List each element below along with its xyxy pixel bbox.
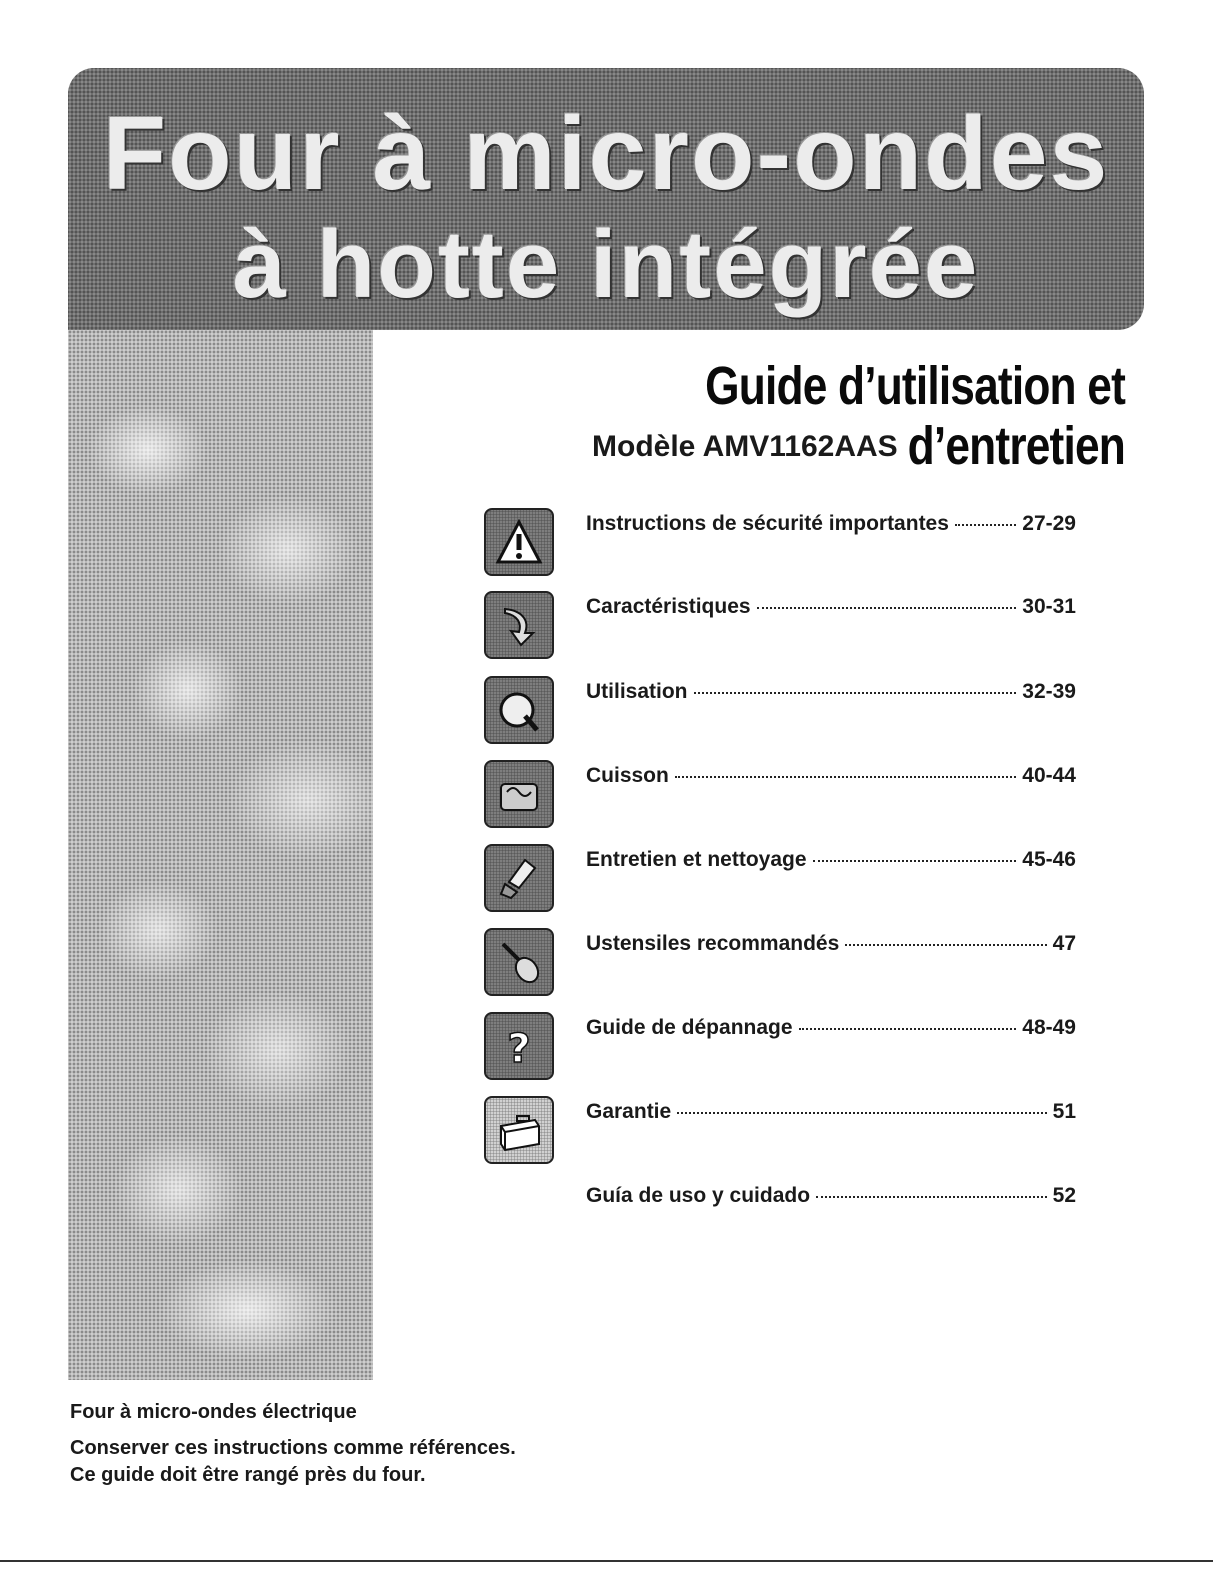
cleaning-icon [484,844,554,912]
guide-title: Guide d’utilisation et d’entretien [705,356,1125,476]
bottom-rule [0,1560,1213,1562]
toc-item-troubleshooting[interactable] [484,1012,1104,1082]
toc-label: Caractéristiques [586,595,751,618]
question-icon [484,1012,554,1080]
toc-item-utensils[interactable] [484,928,1104,998]
toc-pages: 32-39 [1022,680,1076,703]
toc-label: Instructions de sécurité importantes [586,512,949,535]
toc-pages: 51 [1052,1100,1076,1123]
title-banner [68,68,1144,330]
svg-text:?: ? [507,1026,531,1070]
toc-pages: 40-44 [1022,764,1076,787]
utensil-icon [484,928,554,996]
toc-item-cooking[interactable] [484,760,1104,830]
product-type: Four à micro-ondes électrique [70,1401,357,1423]
toc-label: Entretien et nettoyage [586,848,807,871]
keep-instructions-note: Conserver ces instructions comme références. [70,1437,516,1459]
toc-pages: 27-29 [1022,512,1076,535]
banner-title-line2: à hotte intégrée [232,211,980,318]
toc-label: Garantie [586,1100,672,1123]
toc-label: Cuisson [586,764,669,787]
cooking-icon [484,760,554,828]
toolbox-icon [484,1096,554,1164]
storage-note: Ce guide doit être rangé près du four. [70,1464,426,1486]
warning-icon [484,508,554,576]
banner-title-line1: Four à micro-ondes [102,96,1110,212]
toc-item-features[interactable] [484,591,1104,661]
toc-label: Guide de dépannage [586,1016,793,1039]
features-arrow-icon [484,591,554,659]
toc-label: Guía de uso y cuidado [586,1184,811,1207]
toc-item-spanish[interactable] [484,1180,1104,1250]
toc-pages: 30-31 [1022,595,1076,618]
toc-pages: 47 [1052,932,1076,955]
toc-label: Ustensiles recommandés [586,932,840,955]
model-number: Modèle AMV1162AAS [592,430,898,463]
toc-label: Utilisation [586,680,688,703]
toc-pages: 52 [1052,1184,1076,1207]
toc-item-warranty[interactable] [484,1096,1104,1166]
cover-photo [68,330,373,1380]
toc-item-cleaning[interactable] [484,844,1104,914]
toc-pages: 48-49 [1022,1016,1076,1039]
dial-icon [484,676,554,744]
toc-item-use[interactable] [484,676,1104,746]
toc-item-safety[interactable] [484,508,1104,578]
toc-pages: 45-46 [1022,848,1076,871]
